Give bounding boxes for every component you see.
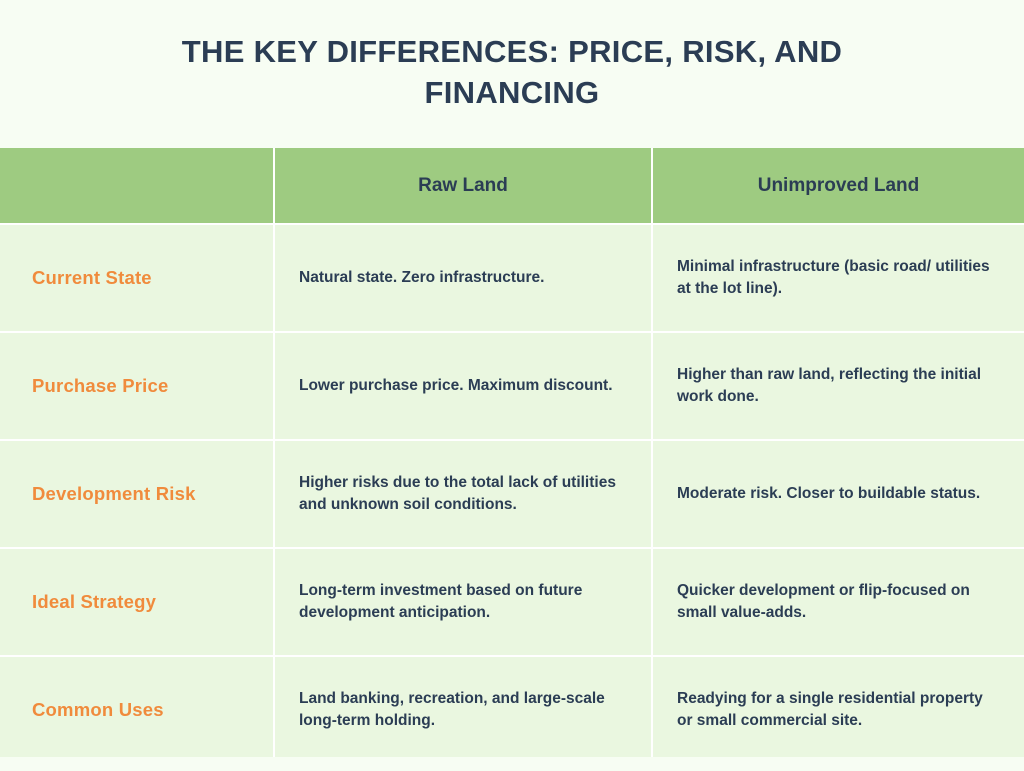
table-row: [0, 332, 1024, 440]
table-row: [0, 440, 1024, 548]
cell-unimproved-land-current-state: Minimal infrastructure (basic road/ utilities at the lot line).: [652, 224, 1024, 332]
cell-unimproved-land-development-risk: Moderate risk. Closer to buildable status.: [652, 440, 1024, 548]
cell-raw-land-current-state: Natural state. Zero infrastructure.: [274, 224, 652, 332]
header-raw-land: Raw Land: [274, 148, 652, 224]
row-label-development-risk: Development Risk: [0, 440, 274, 548]
cell-raw-land-purchase-price: Lower purchase price. Maximum discount.: [274, 332, 652, 440]
row-label-ideal-strategy: Ideal Strategy: [0, 548, 274, 656]
cell-raw-land-ideal-strategy: Long-term investment based on future development anticipation.: [274, 548, 652, 656]
row-label-purchase-price: Purchase Price: [0, 332, 274, 440]
header-row: [0, 148, 1024, 224]
cell-raw-land-common-uses: Land banking, recreation, and large-scale long-term holding.: [274, 656, 652, 764]
comparison-table-container: [0, 148, 1024, 765]
cell-unimproved-land-ideal-strategy: Quicker development or flip-focused on small value-adds.: [652, 548, 1024, 656]
table-row: [0, 548, 1024, 656]
cell-unimproved-land-common-uses: Readying for a single residential property or small commercial site.: [652, 656, 1024, 764]
row-label-common-uses: Common Uses: [0, 656, 274, 764]
cell-raw-land-development-risk: Higher risks due to the total lack of utilities and unknown soil conditions.: [274, 440, 652, 548]
table-header: [0, 148, 1024, 224]
header-unimproved-land: Unimproved Land: [652, 148, 1024, 224]
cell-unimproved-land-purchase-price: Higher than raw land, reflecting the initial work done.: [652, 332, 1024, 440]
header-corner-cell: [0, 148, 274, 224]
page-title: THE KEY DIFFERENCES: PRICE, RISK, AND FINANCING: [181, 34, 843, 110]
bottom-spacer: [0, 757, 1024, 771]
table-row: [0, 224, 1024, 332]
row-label-current-state: Current State: [0, 224, 274, 332]
table-body: [0, 224, 1024, 764]
table-row: [0, 656, 1024, 764]
comparison-table: [0, 148, 1024, 765]
